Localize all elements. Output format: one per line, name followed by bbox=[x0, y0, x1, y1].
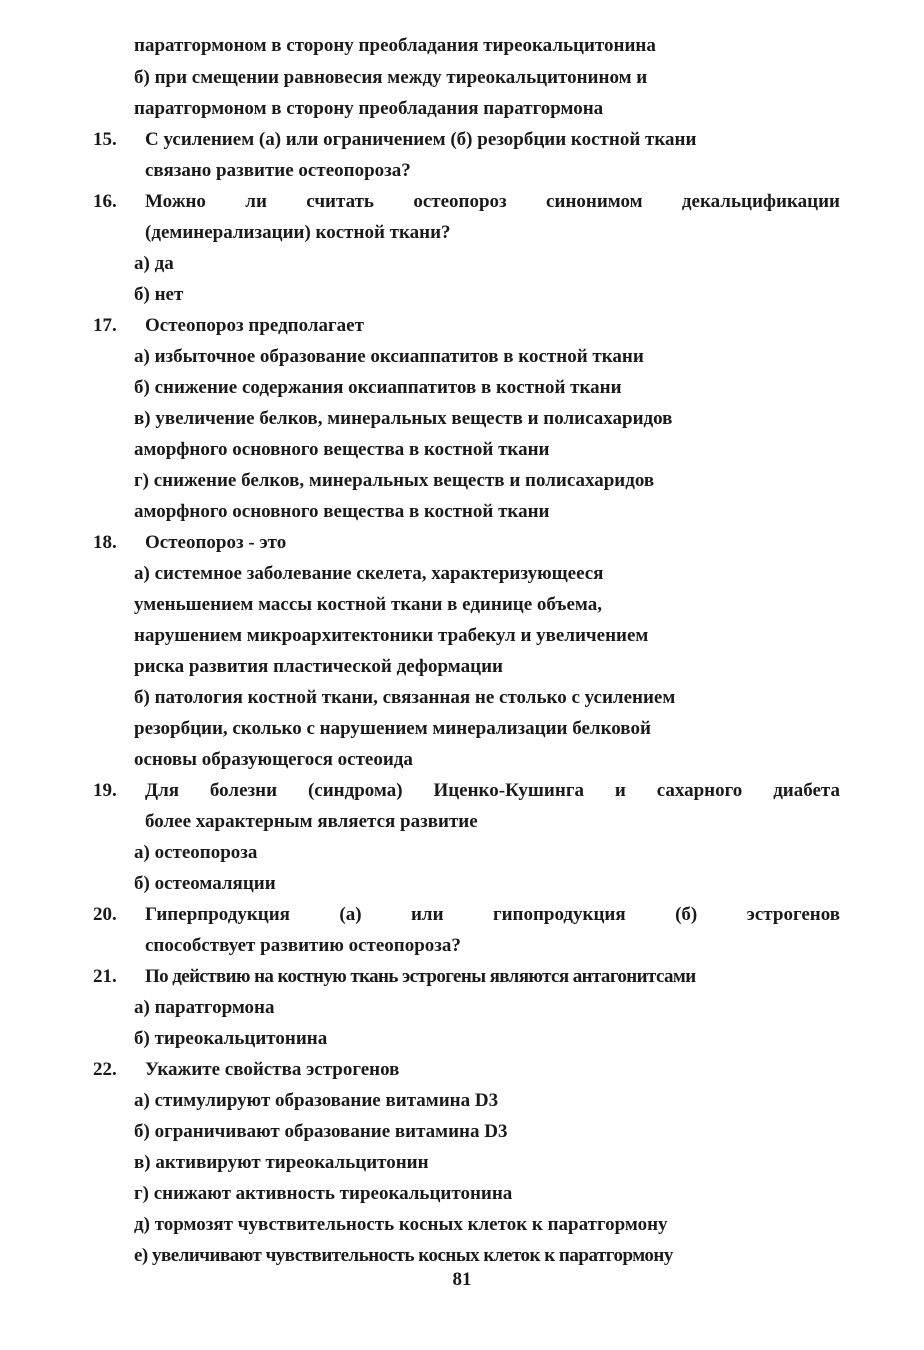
question-17-option-d-2: аморфного основного вещества в костной ткани bbox=[134, 501, 550, 522]
question-21-text-1: По действию на костную ткань эстрогены являются антагонитсами bbox=[145, 966, 696, 987]
question-16-number: 16. bbox=[93, 191, 117, 212]
question-22-text-1: Укажите свойства эстрогенов bbox=[145, 1059, 400, 1080]
question-19-option-a: а) остеопороза bbox=[134, 842, 258, 863]
question-18-option-a-2: уменьшением массы костной ткани в единице объема, bbox=[134, 594, 602, 615]
question-22-option-e: д) тормозят чувствительность косных клеток к паратгормону bbox=[134, 1214, 668, 1235]
question-16-text-1: Можно ли считать остеопороз синонимом декальцификации bbox=[145, 191, 840, 212]
question-21-option-b: б) тиреокальцитонина bbox=[134, 1028, 328, 1049]
question-19-number: 19. bbox=[93, 780, 117, 801]
question-15-text-2: связано развитие остеопороза? bbox=[145, 160, 411, 181]
question-17-number: 17. bbox=[93, 315, 117, 336]
question-17-option-b: б) снижение содержания оксиаппатитов в костной ткани bbox=[134, 377, 622, 398]
question-21-option-a: а) паратгормона bbox=[134, 997, 275, 1018]
question-16-option-b: б) нет bbox=[134, 284, 184, 305]
question-18-option-a-4: риска развития пластической деформации bbox=[134, 656, 503, 677]
question-22-option-c: в) активируют тиреокальцитонин bbox=[134, 1152, 429, 1173]
question-18-text-1: Остеопороз - это bbox=[145, 532, 287, 553]
question-22-option-a: а) стимулируют образование витамина D3 bbox=[134, 1090, 499, 1111]
question-17-option-d-1: г) снижение белков, минеральных веществ и полисахаридов bbox=[134, 470, 655, 491]
question-22-number: 22. bbox=[93, 1059, 117, 1080]
question-21-number: 21. bbox=[93, 966, 117, 987]
question-20-text-1: Гиперпродукция (а) или гипопродукция (б) эстрогенов bbox=[145, 904, 840, 925]
question-19-text-2: более характерным является развитие bbox=[145, 811, 478, 832]
question-15-number: 15. bbox=[93, 129, 117, 150]
question-20-number: 20. bbox=[93, 904, 117, 925]
question-22-option-b: б) ограничивают образование витамина D3 bbox=[134, 1121, 508, 1142]
question-19-option-b: б) остеомаляции bbox=[134, 873, 276, 894]
question-17-option-c-1: в) увеличение белков, минеральных веществ и полисахаридов bbox=[134, 408, 673, 429]
question-18-option-b-3: основы образующегося остеоида bbox=[134, 749, 413, 770]
question-16-text-2: (деминерализации) костной ткани? bbox=[145, 222, 451, 243]
question-18-option-a-3: нарушением микроархитектоники трабекул и увеличением bbox=[134, 625, 649, 646]
continued-line-2: б) при смещении равновесия между тиреокальцитонином и bbox=[134, 67, 648, 88]
question-22-option-d: г) снижают активность тиреокальцитонина bbox=[134, 1183, 513, 1204]
question-18-option-b-1: б) патология костной ткани, связанная не столько с усилением bbox=[134, 687, 676, 708]
question-18-number: 18. bbox=[93, 532, 117, 553]
question-17-text-1: Остеопороз предполагает bbox=[145, 315, 364, 336]
continued-line-3: паратгормоном в сторону преобладания паратгормона bbox=[134, 98, 604, 119]
continued-line-1: паратгормоном в сторону преобладания тиреокальцитонина bbox=[134, 35, 656, 56]
page-number: 81 bbox=[452, 1269, 472, 1290]
question-15-text-1: С усилением (а) или ограничением (б) резорбции костной ткани bbox=[145, 129, 697, 150]
question-22-option-f: е) увеличивают чувствительность косных клеток к паратгормону bbox=[134, 1245, 673, 1266]
question-18-option-a-1: а) системное заболевание скелета, характеризующееся bbox=[134, 563, 604, 584]
question-20-text-2: способствует развитию остеопороза? bbox=[145, 935, 461, 956]
question-17-option-c-2: аморфного основного вещества в костной ткани bbox=[134, 439, 550, 460]
question-18-option-b-2: резорбции, сколько с нарушением минерализации белковой bbox=[134, 718, 651, 739]
question-17-option-a: а) избыточное образование оксиаппатитов в костной ткани bbox=[134, 346, 644, 367]
question-16-option-a: а) да bbox=[134, 253, 174, 274]
question-19-text-1: Для болезни (синдрома) Иценко-Кушинга и сахарного диабета bbox=[145, 780, 840, 801]
